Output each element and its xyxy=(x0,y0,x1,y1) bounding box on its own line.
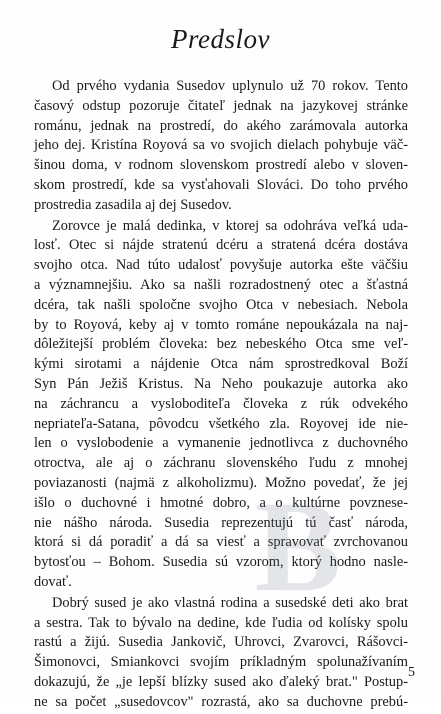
text-line: losť. Otec si nájde stratenú dcéru a stratená dcéra dostáva xyxy=(34,237,408,254)
text-line: prostredia zasadila aj dej Susedov. xyxy=(34,196,232,213)
text-line: dovať. xyxy=(34,573,72,590)
text-line: svojho otca. Nad túto udalosť povyšuje autorka ešte väčšiu xyxy=(34,257,408,274)
body-text xyxy=(34,77,408,714)
text-line: ktorá si dá poradiť a dá sa viesť a spravovať zvrchovanou xyxy=(34,534,408,551)
chapter-title: Predslov xyxy=(171,24,270,54)
text-line: nie nášho národa. Susedia reprezentujú tú časť národa, xyxy=(34,514,408,531)
text-line: a významnejšiu. Ako sa našli rozradostnený otec a šťastná xyxy=(34,276,408,293)
text-line: dokazujú, že „je lepší blízky sused ako ďaleký brat." Postup- xyxy=(34,673,408,690)
watermark-letter: B xyxy=(254,475,342,619)
text-line: len o vyslobodenie a vymanenie jednotlivca z duchovného xyxy=(34,435,408,452)
text-line: otroctva, ale aj o záchranu slovenského ľudu z mnohej xyxy=(34,455,408,472)
text-line: dcéra, tak našli spoločne svojho Otca v nebesiach. Nebola xyxy=(34,296,408,313)
text-line: ne sa počet „susedovcov" rozrastá, ako sa duchovne prebú- xyxy=(34,693,408,710)
text-line: bytosťou – Bohom. Susedia sú vzorom, ktorý hodno nasle- xyxy=(34,554,408,571)
text-line: Šimonovci, Smiankovci svojím príkladným spolunažívaním xyxy=(34,654,408,671)
paragraph-3 xyxy=(34,594,408,713)
text-line: na záchrancu a vysloboditeľa človeka z rúk odvekého xyxy=(34,395,408,412)
paragraph-2 xyxy=(34,217,408,593)
text-line: rastú a žijú. Susedia Jankovič, Uhrovci, Zvarovci, Rášovci- xyxy=(34,634,408,651)
text-line: by to Royová, keby aj v tomto románe nepoukázala na naj- xyxy=(34,316,408,333)
text-line: Syn Pán Ježiš Kristus. Na Neho poukazuje autorka ako xyxy=(34,375,408,392)
text-line: šinou doma, v rodnom slovenskom prostredí alebo v sloven- xyxy=(34,157,408,174)
text-line: a sestra. Tak to bývalo na dedine, kde ľudia od kolísky spolu xyxy=(34,614,408,631)
text-line: nepriateľa-Satana, pôvodcu všetkého zla. Royovej ide nie- xyxy=(34,415,408,432)
text-line: dôležitejší problém človeka: bez nebeského Otca sme veľ- xyxy=(34,336,408,353)
page-number: 5 xyxy=(408,665,415,680)
text-line: Od prvého vydania Susedov uplynulo už 70 rokov. Tento xyxy=(52,78,408,94)
text-line: išlo o duchovné i hmotné dobro, a o kultúrne povznese- xyxy=(34,494,408,511)
text-line: časový odstup pozoruje čitateľ jednak na jazykovej stránke xyxy=(34,97,408,114)
paragraph-1 xyxy=(34,77,408,216)
text-line: kými sirotami a nájdenie Otca nám sprostredkoval Boží xyxy=(34,356,408,373)
text-line: románu, jednak na prostredí, do akého zarámovala autorka xyxy=(34,117,408,134)
text-line: Dobrý sused je ako vlastná rodina a susedské deti ako brat xyxy=(52,594,408,611)
text-line: Zorovce je malá dedinka, v ktorej sa odohráva veľká uda- xyxy=(52,217,408,234)
text-line: poviazanosti (najmä z alkoholizmu). Možno povedať, že jej xyxy=(34,474,408,491)
text-line: jeho dej. Kristína Royová sa vo svojich dielach pohybuje väč- xyxy=(34,137,408,154)
text-line: skom prostredí, kde sa vysťahovali Slováci. Do toho prvého xyxy=(34,176,408,193)
